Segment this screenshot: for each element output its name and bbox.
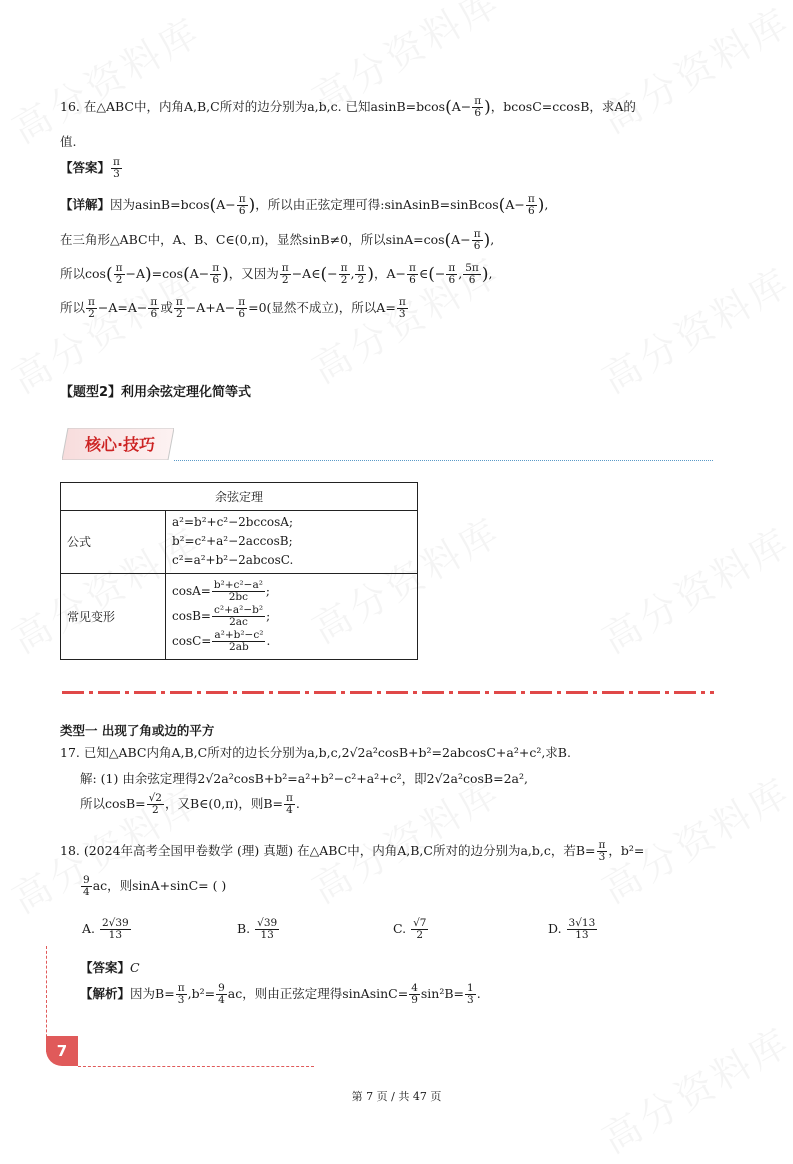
option-b[interactable]: B. $\frac{√39}{13}$: [237, 917, 278, 942]
section-title: 【题型2】利用余弦定理化简等式: [60, 385, 252, 400]
option-a[interactable]: A. $\frac{2√39}{13}$: [82, 917, 129, 942]
watermark: [0, 1, 209, 154]
table-header: 余弦定理: [61, 483, 418, 511]
page-footer: 第 7 页 / 共 47 页: [351, 1090, 442, 1103]
q16-answer: 【答案】 $\frac{\pi}{3}$: [60, 156, 120, 181]
q16-stem-cont: 值.: [60, 134, 77, 149]
q18-analysis: 【解析】因为B= $\frac{\pi}{3}$ ,b²= $\frac{9}{4}$ ac，则由正弦定理得sinAsinC= $\frac{4}{9}$ sin²B= $\frac{1}{3}$ .: [80, 982, 481, 1007]
watermark: [590, 511, 793, 664]
page-number-badge: 7: [46, 1036, 78, 1066]
variant-cell: cosA= $\frac{\text{b²+c²−a²}}{2bc}$ ; cosB= $\frac{\text{c²+a²−b²}}{2ac}$ ; cosC= $\frac{\text{a²+b²−c²}}{2ab}$ .: [166, 573, 418, 659]
banner-divider: [174, 460, 713, 461]
fraction: $\frac{\pi}{6}$: [474, 95, 482, 120]
cosine-law-table: [60, 482, 418, 660]
banner-label: 核心·技巧: [84, 435, 156, 454]
q18-answer: 【答案】C: [80, 960, 140, 975]
q17-solution-1: 解: (1) 由余弦定理得2√2a²cosB+b²=a²+b²−c²+a²+c²，即2√2a²cosB=2a²,: [80, 771, 528, 786]
watermark: [590, 761, 793, 914]
q16-detail-4: 所以 $\frac{\pi}{2}$ −A=A− $\frac{\pi}{6}$ 或 $\frac{\pi}{2}$ −A+A− $\frac{\pi}{6}$ =0(显然不成立)，所以A= $\frac{\pi}{3}$: [60, 296, 406, 321]
q17-stem: 17. 已知△ABC内角A,B,C所对的边长分别为a,b,c,2√2a²cosB+b²=2abcosC+a²+c²,求B.: [60, 745, 571, 760]
watermark: [590, 0, 793, 144]
section-divider: [62, 691, 714, 694]
q18-stem: 18. (2024年高考全国甲卷数学 (理) 真题) 在△ABC中，内角A,B,C所对的边分别为a,b,c，若B= $\frac{\pi}{3}$ ，b²=: [60, 839, 645, 864]
formula-cell: a²=b²+c²−2bccosA; b²=c²+a²−2accosB; c²=a²+b²−2abcosC.: [166, 511, 418, 574]
bottom-dashed-line: [78, 1066, 314, 1067]
watermark: [590, 251, 793, 404]
option-d[interactable]: D. $\frac{3√13}{13}$: [548, 917, 596, 942]
q16-detail-3: 所以cos( $\frac{\pi}{2}$ −A)=cos(A− $\frac{\pi}{6}$ )，又因为 $\frac{\pi}{2}$ −A∈(− $\frac{\pi}{2}$ , $\frac{\pi}{2}$ )，A− $\frac{\pi}{6}$ ∈(− $\frac{\pi}{6}$ , $\frac{5\pi}{6}$ ),: [60, 262, 493, 287]
q16-detail-1: 【详解】因为asinB=bcos(A− $\frac{\pi}{6}$ )，所以由正弦定理可得:sinAsinB=sinBcos(A− $\frac{\pi}{6}$ ),: [60, 193, 549, 218]
answer-fraction: $\frac{\pi}{3}$: [113, 156, 120, 181]
q16-detail-2: 在三角形△ABC中，A、B、C∈(0,π)，显然sinB≠0，所以sinA=cos(A− $\frac{\pi}{6}$ ),: [60, 228, 495, 253]
option-c[interactable]: C. $\frac{√7}{2}$: [393, 917, 427, 942]
q16-stem: 16. 在△ABC中，内角A,B,C所对的边分别为a,b,c. 已知asinB=bcos(A− $\frac{\pi}{6}$ )，bcosC=ccosB，求A的: [60, 95, 636, 120]
row-label-formula: 公式: [61, 511, 166, 574]
q17-solution-2: 所以cosB= $\frac{√2}{2}$ ，又B∈(0,π)，则B= $\frac{\pi}{4}$ .: [80, 792, 300, 817]
type-title: 类型一 出现了角或边的平方: [60, 723, 215, 738]
core-skill-banner: [62, 428, 174, 460]
row-label-variants: 常见变形: [61, 573, 166, 659]
q18-stem-cont: $\frac{9}{4}$ ac，则sinA+sinC= ( ): [83, 874, 227, 899]
